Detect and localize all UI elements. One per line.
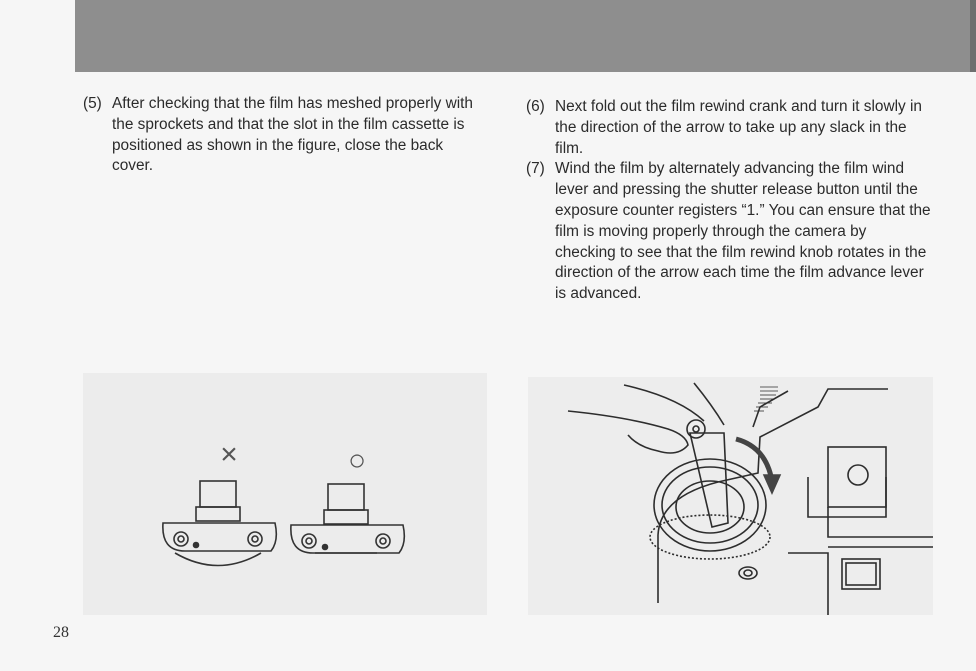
step-text: Wind the film by alternately advancing the film wind lever and pressing the shutter release button until the exposure counter registers “1.” You can ensure that the film is moving properly through the camera by checking to see that the film rewind knob rotates in the direction of the arrow each time the film advance lever is advanced. xyxy=(555,160,931,303)
step-number: (5) xyxy=(83,95,102,112)
header-band xyxy=(75,0,976,72)
thumb xyxy=(624,385,704,421)
rewind-crank-drawing xyxy=(528,377,933,615)
correct-cassette xyxy=(291,484,404,553)
cassette-position-figure xyxy=(83,373,487,615)
correct-mark: ○ xyxy=(347,444,367,477)
wrong-mark: × xyxy=(220,438,238,471)
step-5 xyxy=(83,94,483,177)
step-number: (7) xyxy=(526,160,545,178)
crank-lever xyxy=(687,420,728,527)
step-text: After checking that the film has meshed properly with the sprockets and that the slot in the film cassette is positioned as shown in the figure, close the back cover. xyxy=(112,95,473,175)
cassette-diagram xyxy=(83,373,487,615)
step-6 xyxy=(526,97,931,159)
page-number: 28 xyxy=(53,624,69,641)
wrong-cassette xyxy=(163,481,276,566)
step-text: Next fold out the film rewind crank and turn it slowly in the direction of the arrow to take up any slack in the film. xyxy=(555,98,922,157)
step-number: (6) xyxy=(526,98,545,115)
step-7 xyxy=(526,159,931,305)
left-column xyxy=(83,94,483,177)
rewind-crank-figure xyxy=(528,377,933,615)
finger xyxy=(568,411,688,453)
right-column xyxy=(526,97,931,305)
